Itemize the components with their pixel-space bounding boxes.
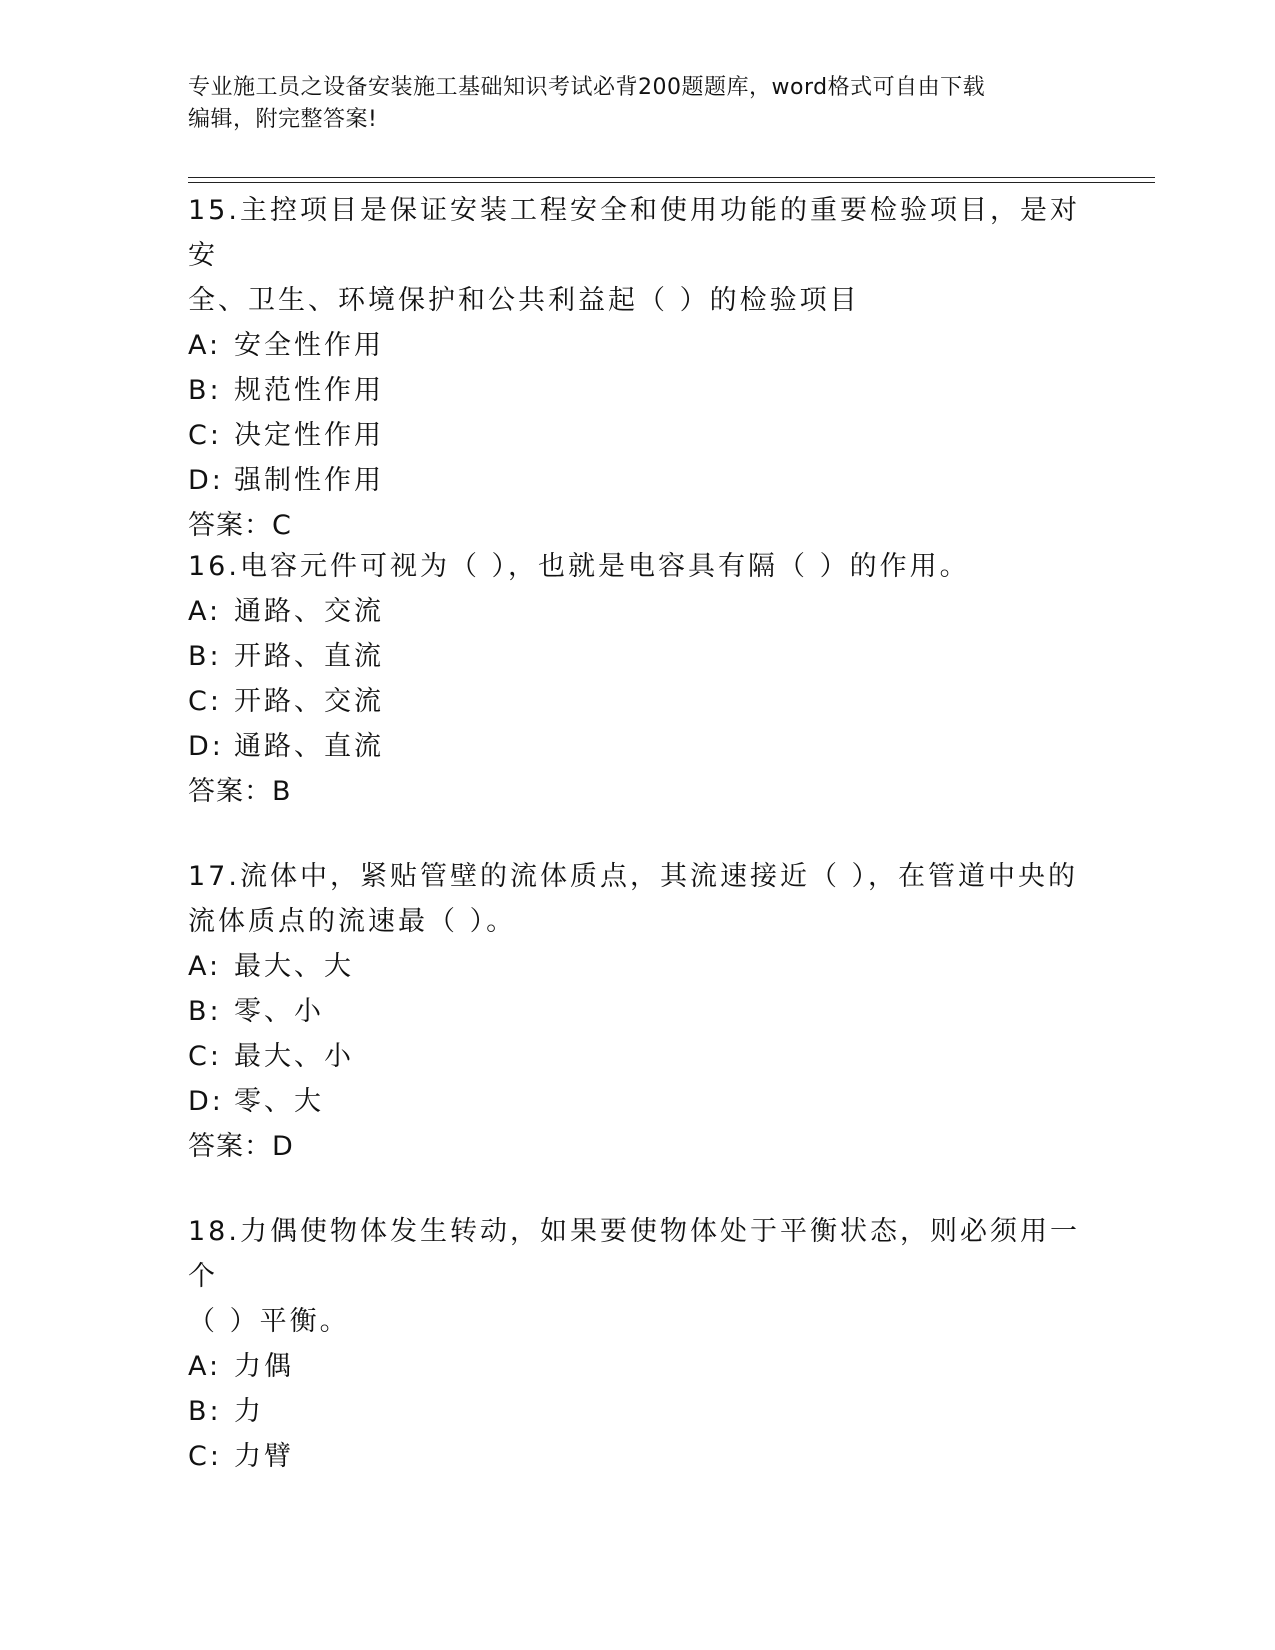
option-letter: B: xyxy=(188,996,222,1027)
question-17 xyxy=(188,854,1083,1169)
option-b xyxy=(188,989,1083,1034)
option-text: 规范性作用 xyxy=(234,375,384,406)
document-header xyxy=(188,72,1068,136)
option-letter: C: xyxy=(188,686,222,717)
option-letter: B: xyxy=(188,1396,222,1427)
question-stem-line: 16.电容元件可视为（ ），也就是电容具有隔（ ）的作用。 xyxy=(188,551,970,582)
question-18 xyxy=(188,1209,1083,1479)
question-stem-line: 全、卫生、环境保护和公共利益起（ ）的检验项目 xyxy=(188,285,860,316)
option-text: 通路、直流 xyxy=(234,731,384,762)
question-stem-line: 流体质点的流速最（ ）。 xyxy=(188,906,517,937)
option-c xyxy=(188,1434,1083,1479)
option-letter: A: xyxy=(188,951,222,982)
option-letter: A: xyxy=(188,596,222,627)
option-d xyxy=(188,1079,1083,1124)
option-text: 零、大 xyxy=(234,1086,324,1117)
option-letter: D: xyxy=(188,465,224,496)
option-letter: C: xyxy=(188,420,222,451)
header-line-1: 专业施工员之设备安装施工基础知识考试必背200题题库，word格式可自由下载 xyxy=(188,75,986,100)
option-a xyxy=(188,1344,1083,1389)
question-stem-line: 18.力偶使物体发生转动，如果要使物体处于平衡状态，则必须用一个 xyxy=(188,1216,1080,1292)
question-stem-line: 17.流体中，紧贴管壁的流体质点，其流速接近（ ），在管道中央的 xyxy=(188,861,1079,892)
header-line-2: 编辑，附完整答案! xyxy=(188,107,378,132)
option-letter: A: xyxy=(188,330,222,361)
option-d xyxy=(188,458,1083,503)
option-text: 强制性作用 xyxy=(234,465,384,496)
option-letter: D: xyxy=(188,731,224,762)
option-letter: B: xyxy=(188,641,222,672)
answer-line: 答案：B xyxy=(188,776,292,807)
option-letter: B: xyxy=(188,375,222,406)
question-15 xyxy=(188,188,1083,548)
option-b xyxy=(188,1389,1083,1434)
answer-line: 答案：D xyxy=(188,1131,294,1162)
option-text: 最大、小 xyxy=(234,1041,354,1072)
question-stem-line: （ ）平衡。 xyxy=(188,1306,350,1337)
option-letter: D: xyxy=(188,1086,224,1117)
option-text: 零、小 xyxy=(234,996,324,1027)
option-letter: C: xyxy=(188,1041,222,1072)
option-b xyxy=(188,368,1083,413)
option-c xyxy=(188,679,1083,724)
question-16 xyxy=(188,544,1083,814)
answer-line: 答案：C xyxy=(188,510,292,541)
option-letter: A: xyxy=(188,1351,222,1382)
option-text: 决定性作用 xyxy=(234,420,384,451)
option-text: 最大、大 xyxy=(234,951,354,982)
option-text: 力臂 xyxy=(234,1441,294,1472)
option-a xyxy=(188,323,1083,368)
option-a xyxy=(188,589,1083,634)
question-stem-line: 15.主控项目是保证安装工程安全和使用功能的重要检验项目，是对安 xyxy=(188,195,1080,271)
option-text: 通路、交流 xyxy=(234,596,384,627)
header-divider-bottom xyxy=(188,182,1155,183)
option-text: 安全性作用 xyxy=(234,330,384,361)
header-divider-top xyxy=(188,177,1155,178)
option-d xyxy=(188,724,1083,769)
option-text: 力 xyxy=(234,1396,264,1427)
option-a xyxy=(188,944,1083,989)
option-text: 力偶 xyxy=(234,1351,294,1382)
option-text: 开路、交流 xyxy=(234,686,384,717)
option-c xyxy=(188,413,1083,458)
option-text: 开路、直流 xyxy=(234,641,384,672)
option-b xyxy=(188,634,1083,679)
option-letter: C: xyxy=(188,1441,222,1472)
option-c xyxy=(188,1034,1083,1079)
